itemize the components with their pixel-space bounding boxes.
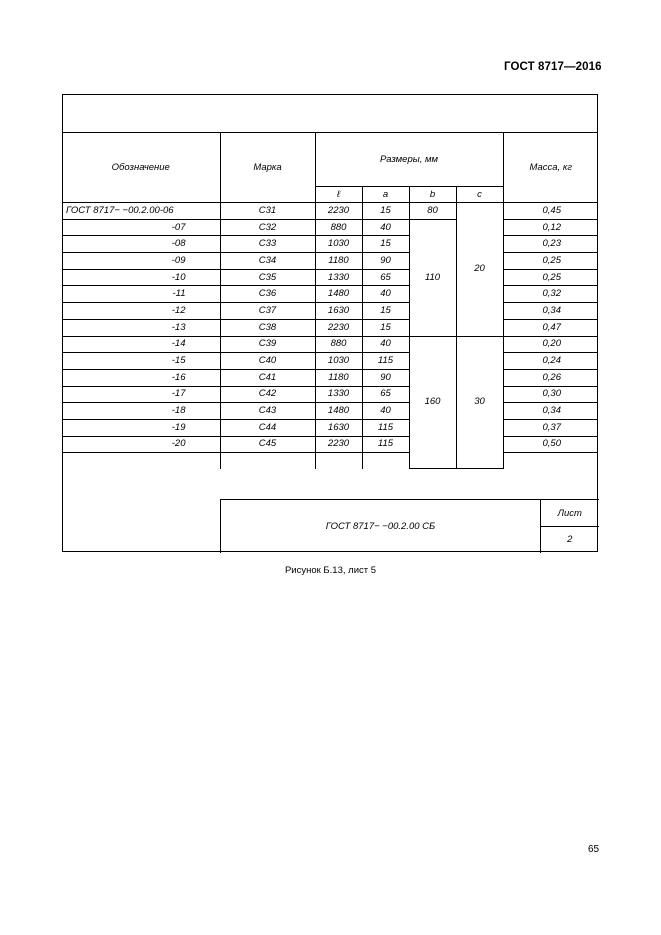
l-cell: 1180	[315, 253, 362, 270]
brand-cell: С38	[220, 319, 315, 336]
c-cell-group2: 30	[456, 336, 503, 469]
sheet-label: Лист	[541, 500, 599, 527]
header-b: b	[409, 187, 456, 203]
mass-cell: 0,32	[503, 286, 598, 303]
brand-cell: С45	[220, 436, 315, 453]
header-designation: Обозначение	[62, 133, 220, 203]
brand-cell: С32	[220, 219, 315, 236]
page-number: 65	[588, 844, 600, 855]
a-cell: 40	[362, 286, 409, 303]
header-c: c	[456, 187, 503, 203]
a-cell: 40	[362, 403, 409, 420]
table-row	[62, 253, 598, 270]
a-cell: 15	[362, 303, 409, 320]
brand-cell: С43	[220, 403, 315, 420]
l-cell: 1030	[315, 353, 362, 370]
designation-cell: -16	[62, 369, 220, 386]
table-row	[62, 436, 598, 453]
figure-caption: Рисунок Б.13, лист 5	[284, 565, 377, 576]
mass-cell: 0,25	[503, 269, 598, 286]
designation-cell: -13	[62, 319, 220, 336]
mass-cell: 0,20	[503, 336, 598, 353]
empty-cell	[315, 453, 362, 469]
brand-cell: С36	[220, 286, 315, 303]
table-row	[62, 219, 598, 236]
brand-cell: С37	[220, 303, 315, 320]
l-cell: 2230	[315, 319, 362, 336]
mass-cell: 0,24	[503, 353, 598, 370]
designation-cell: -10	[62, 269, 220, 286]
standard-header: ГОСТ 8717—2016	[504, 61, 602, 73]
specification-table	[62, 132, 598, 469]
l-cell: 2230	[315, 436, 362, 453]
designation-cell: -15	[62, 353, 220, 370]
designation-cell: -18	[62, 403, 220, 420]
brand-cell: С42	[220, 386, 315, 403]
empty-cell	[503, 453, 598, 469]
header-mass: Масса, кг	[503, 133, 598, 203]
empty-cell	[362, 453, 409, 469]
brand-cell: С35	[220, 269, 315, 286]
brand-cell: С40	[220, 353, 315, 370]
table-row	[62, 386, 598, 403]
b-cell-group2: 160	[409, 336, 456, 469]
mass-cell: 0,37	[503, 419, 598, 436]
designation-cell: -14	[62, 336, 220, 353]
brand-cell: С33	[220, 236, 315, 253]
empty-row	[62, 453, 598, 469]
a-cell: 40	[362, 336, 409, 353]
designation-cell: -17	[62, 386, 220, 403]
designation-cell: -07	[62, 219, 220, 236]
designation-cell: -09	[62, 253, 220, 270]
brand-cell: С44	[220, 419, 315, 436]
mass-cell: 0,23	[503, 236, 598, 253]
a-cell: 65	[362, 269, 409, 286]
a-cell: 90	[362, 369, 409, 386]
l-cell: 1330	[315, 386, 362, 403]
mass-cell: 0,12	[503, 219, 598, 236]
a-cell: 40	[362, 219, 409, 236]
a-cell: 15	[362, 236, 409, 253]
header-brand: Марка	[220, 133, 315, 203]
table-row	[62, 286, 598, 303]
l-cell: 1630	[315, 303, 362, 320]
table-row	[62, 419, 598, 436]
a-cell: 15	[362, 203, 409, 220]
designation-cell: -08	[62, 236, 220, 253]
header-l: ℓ	[315, 187, 362, 203]
title-block	[220, 499, 599, 553]
table-row	[62, 303, 598, 320]
table-row	[62, 403, 598, 420]
mass-cell: 0,50	[503, 436, 598, 453]
b-cell: 80	[409, 203, 456, 220]
mass-cell: 0,30	[503, 386, 598, 403]
mass-cell: 0,34	[503, 403, 598, 420]
l-cell: 1630	[315, 419, 362, 436]
designation-cell: ГОСТ 8717− −00.2.00-06	[62, 203, 220, 220]
mass-cell: 0,47	[503, 319, 598, 336]
doc-designation: ГОСТ 8717− −00.2.00 СБ	[221, 500, 541, 553]
l-cell: 880	[315, 336, 362, 353]
mass-cell: 0,26	[503, 369, 598, 386]
l-cell: 1180	[315, 369, 362, 386]
l-cell: 880	[315, 219, 362, 236]
brand-cell: С41	[220, 369, 315, 386]
l-cell: 1480	[315, 403, 362, 420]
a-cell: 115	[362, 353, 409, 370]
mass-cell: 0,45	[503, 203, 598, 220]
designation-cell: -12	[62, 303, 220, 320]
mass-cell: 0,25	[503, 253, 598, 270]
table-row	[62, 269, 598, 286]
sheet-number: 2	[541, 527, 599, 553]
l-cell: 1030	[315, 236, 362, 253]
brand-cell: С31	[220, 203, 315, 220]
a-cell: 115	[362, 436, 409, 453]
l-cell: 1480	[315, 286, 362, 303]
c-cell-group1: 20	[456, 203, 503, 337]
table-row	[62, 236, 598, 253]
table-row	[62, 369, 598, 386]
table-row	[62, 353, 598, 370]
table-row	[62, 203, 598, 220]
table-row	[62, 319, 598, 336]
a-cell: 15	[362, 319, 409, 336]
a-cell: 90	[362, 253, 409, 270]
brand-cell: С34	[220, 253, 315, 270]
brand-cell: С39	[220, 336, 315, 353]
a-cell: 115	[362, 419, 409, 436]
empty-cell	[62, 453, 220, 469]
l-cell: 1330	[315, 269, 362, 286]
a-cell: 65	[362, 386, 409, 403]
l-cell: 2230	[315, 203, 362, 220]
b-cell-group1: 110	[409, 219, 456, 336]
header-a: а	[362, 187, 409, 203]
empty-cell	[220, 453, 315, 469]
table-row	[62, 336, 598, 353]
designation-cell: -11	[62, 286, 220, 303]
designation-cell: -19	[62, 419, 220, 436]
header-dimensions: Размеры, мм	[315, 133, 503, 187]
mass-cell: 0,34	[503, 303, 598, 320]
designation-cell: -20	[62, 436, 220, 453]
